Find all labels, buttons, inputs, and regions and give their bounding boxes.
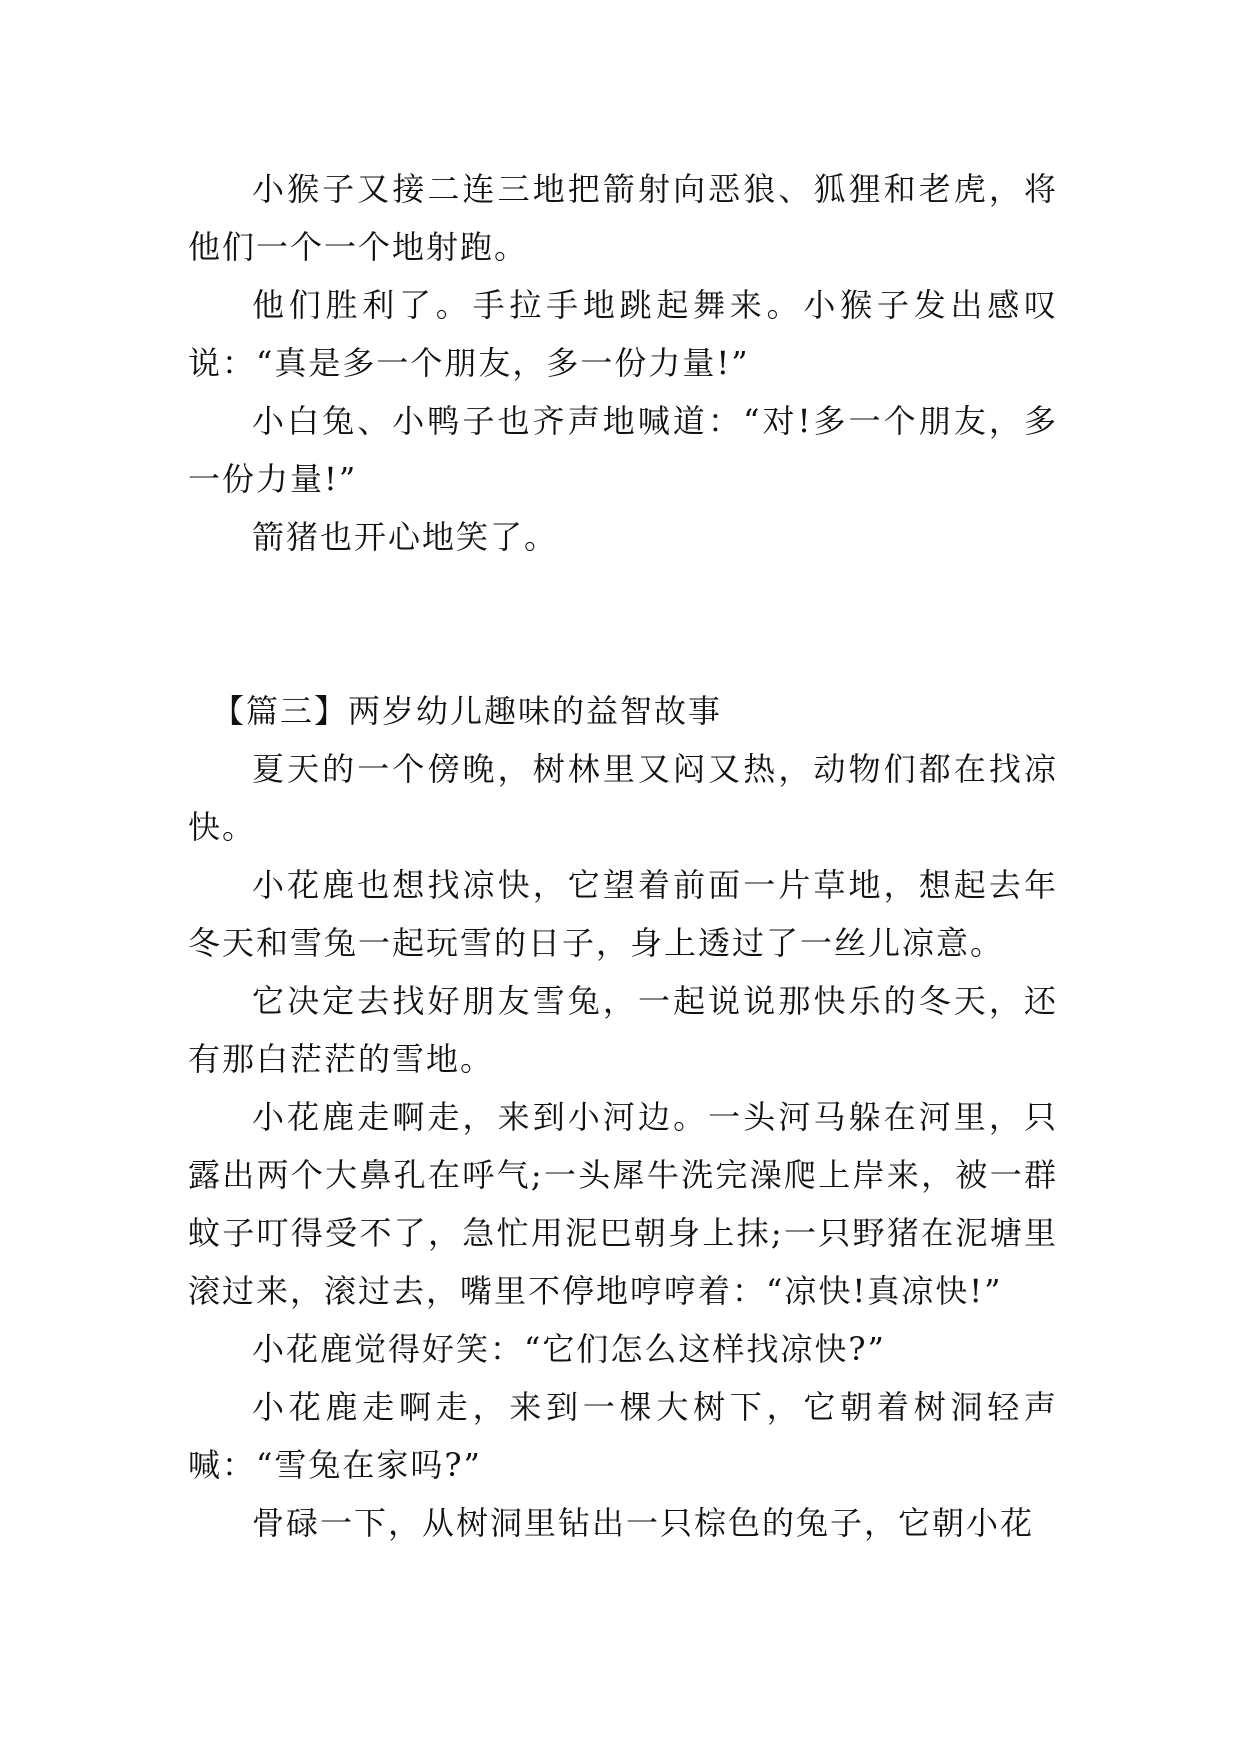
paragraph: 箭猪也开心地笑了。 [252,518,559,556]
paragraph: 小花鹿也想找凉快，它望着前面一片草地，想起去年冬天和雪兔一起玩雪的日子，身上透过了一丝儿凉意。 [188,866,1058,962]
paragraph: 小白兔、小鸭子也齐声地喊道：“对!多一个朋友，多一份力量!” [188,402,1058,498]
paragraph: 骨碌一下，从树洞里钻出一只棕色的兔子，它朝小花 [252,1504,1035,1542]
paragraph: 夏天的一个傍晚，树林里又闷又热，动物们都在找凉快。 [188,750,1058,846]
paragraph: 小花鹿觉得好笑：“它们怎么这样找凉快?” [252,1330,886,1368]
document-body [188,160,1058,1552]
paragraph: 它决定去找好朋友雪兔，一起说说那快乐的冬天，还有那白茫茫的雪地。 [188,982,1058,1078]
section-title: 【篇三】两岁幼儿趣味的益智故事 [212,692,723,730]
paragraph: 小花鹿走啊走，来到小河边。一头河马躲在河里，只露出两个大鼻孔在呼气;一头犀牛洗完澡爬上岸来，被一群蚊子叮得受不了，急忙用泥巴朝身上抹;一只野猪在泥塘里滚过来，滚过去，嘴里不停地哼哼着：“凉快!真凉快!” [188,1098,1058,1310]
paragraph: 小花鹿走啊走，来到一棵大树下，它朝着树洞轻声喊：“雪兔在家吗?” [188,1388,1058,1484]
paragraph: 他们胜利了。手拉手地跳起舞来。小猴子发出感叹说：“真是多一个朋友，多一份力量!” [188,286,1058,382]
paragraph: 小猴子又接二连三地把箭射向恶狼、狐狸和老虎，将他们一个一个地射跑。 [188,170,1058,266]
section-spacer [188,566,1058,682]
